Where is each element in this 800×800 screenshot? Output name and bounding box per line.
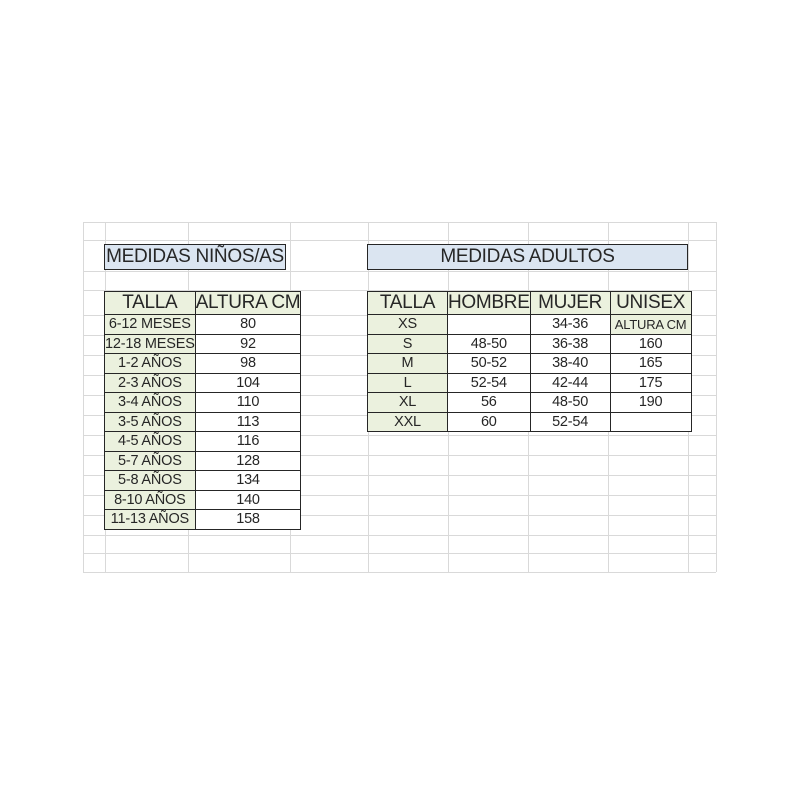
column-header: MUJER: [530, 292, 610, 315]
table-cell: 158: [195, 510, 301, 530]
table-row: [368, 412, 692, 432]
table-row: [105, 354, 301, 374]
gridline: [83, 572, 716, 573]
table-cell: [610, 412, 691, 432]
table-cell: 50-52: [448, 354, 531, 374]
table-cell: 8-10 AÑOS: [105, 490, 196, 510]
table-cell: [448, 315, 531, 335]
gridline: [83, 222, 716, 223]
table-row: [105, 510, 301, 530]
table-cell: 48-50: [448, 334, 531, 354]
column-header: TALLA: [105, 292, 196, 315]
adults-table: [367, 291, 692, 432]
table-cell: 2-3 AÑOS: [105, 373, 196, 393]
table-cell: 34-36: [530, 315, 610, 335]
column-header: HOMBRE: [448, 292, 530, 313]
table-row: [105, 471, 301, 491]
table-cell: XS: [368, 315, 448, 335]
table-row: [368, 393, 692, 413]
table-cell: 36-38: [530, 334, 610, 354]
table-cell: 52-54: [448, 373, 531, 393]
table-cell: 190: [610, 393, 691, 413]
table-cell: 92: [195, 334, 301, 354]
gridline: [83, 535, 716, 536]
table-cell: 48-50: [530, 393, 610, 413]
table-cell: 56: [448, 393, 531, 413]
table-cell: 5-7 AÑOS: [105, 451, 196, 471]
table-cell: 38-40: [530, 354, 610, 374]
table-cell: S: [368, 334, 448, 354]
table-row: [368, 315, 692, 335]
table-row: [105, 412, 301, 432]
table-cell: 5-8 AÑOS: [105, 471, 196, 491]
table-row: [105, 432, 301, 452]
column-header: ALTURA CM: [195, 292, 301, 313]
table-cell: 52-54: [530, 412, 610, 432]
table-cell: 165: [610, 354, 691, 374]
gridline: [83, 271, 716, 272]
table-cell: 3-5 AÑOS: [105, 412, 196, 432]
table-row: [368, 334, 692, 354]
table-cell: 113: [195, 412, 301, 432]
table-cell: 4-5 AÑOS: [105, 432, 196, 452]
table-row: [105, 373, 301, 393]
table-cell: XL: [368, 393, 448, 413]
table-cell: 6-12 MESES: [105, 315, 196, 335]
gridline: [83, 553, 716, 554]
column-header: TALLA: [368, 292, 448, 315]
table-row: [368, 373, 692, 393]
ninos-title: MEDIDAS NIÑOS/AS: [104, 244, 286, 270]
table-cell: 110: [195, 393, 301, 413]
table-cell: 116: [195, 432, 301, 452]
ninos-table: [104, 291, 301, 530]
gridline: [83, 222, 84, 572]
table-cell: M: [368, 354, 448, 374]
table-row: [105, 451, 301, 471]
table-cell: 160: [610, 334, 691, 354]
table-cell: 134: [195, 471, 301, 491]
gridline: [83, 240, 716, 241]
column-header: UNISEX: [610, 292, 691, 315]
table-cell: ALTURA CM: [610, 315, 691, 335]
table-cell: XXL: [368, 412, 448, 432]
table-row: [368, 354, 692, 374]
table-cell: 104: [195, 373, 301, 393]
table-cell: 140: [195, 490, 301, 510]
table-row: [105, 315, 301, 335]
table-cell: 98: [195, 354, 301, 374]
table-cell: 11-13 AÑOS: [105, 510, 196, 530]
gridline: [716, 222, 717, 572]
header-row: [105, 292, 301, 315]
adults-title: MEDIDAS ADULTOS: [367, 244, 688, 270]
table-row: [105, 490, 301, 510]
table-cell: 175: [610, 373, 691, 393]
table-cell: 3-4 AÑOS: [105, 393, 196, 413]
table-cell: 42-44: [530, 373, 610, 393]
table-cell: 128: [195, 451, 301, 471]
table-cell: 80: [195, 315, 301, 335]
table-row: [105, 393, 301, 413]
table-row: [105, 334, 301, 354]
table-cell: L: [368, 373, 448, 393]
table-cell: 12-18 MESES: [105, 335, 195, 352]
table-cell: 1-2 AÑOS: [105, 354, 196, 374]
header-row: [368, 292, 692, 315]
table-cell: 60: [448, 412, 531, 432]
